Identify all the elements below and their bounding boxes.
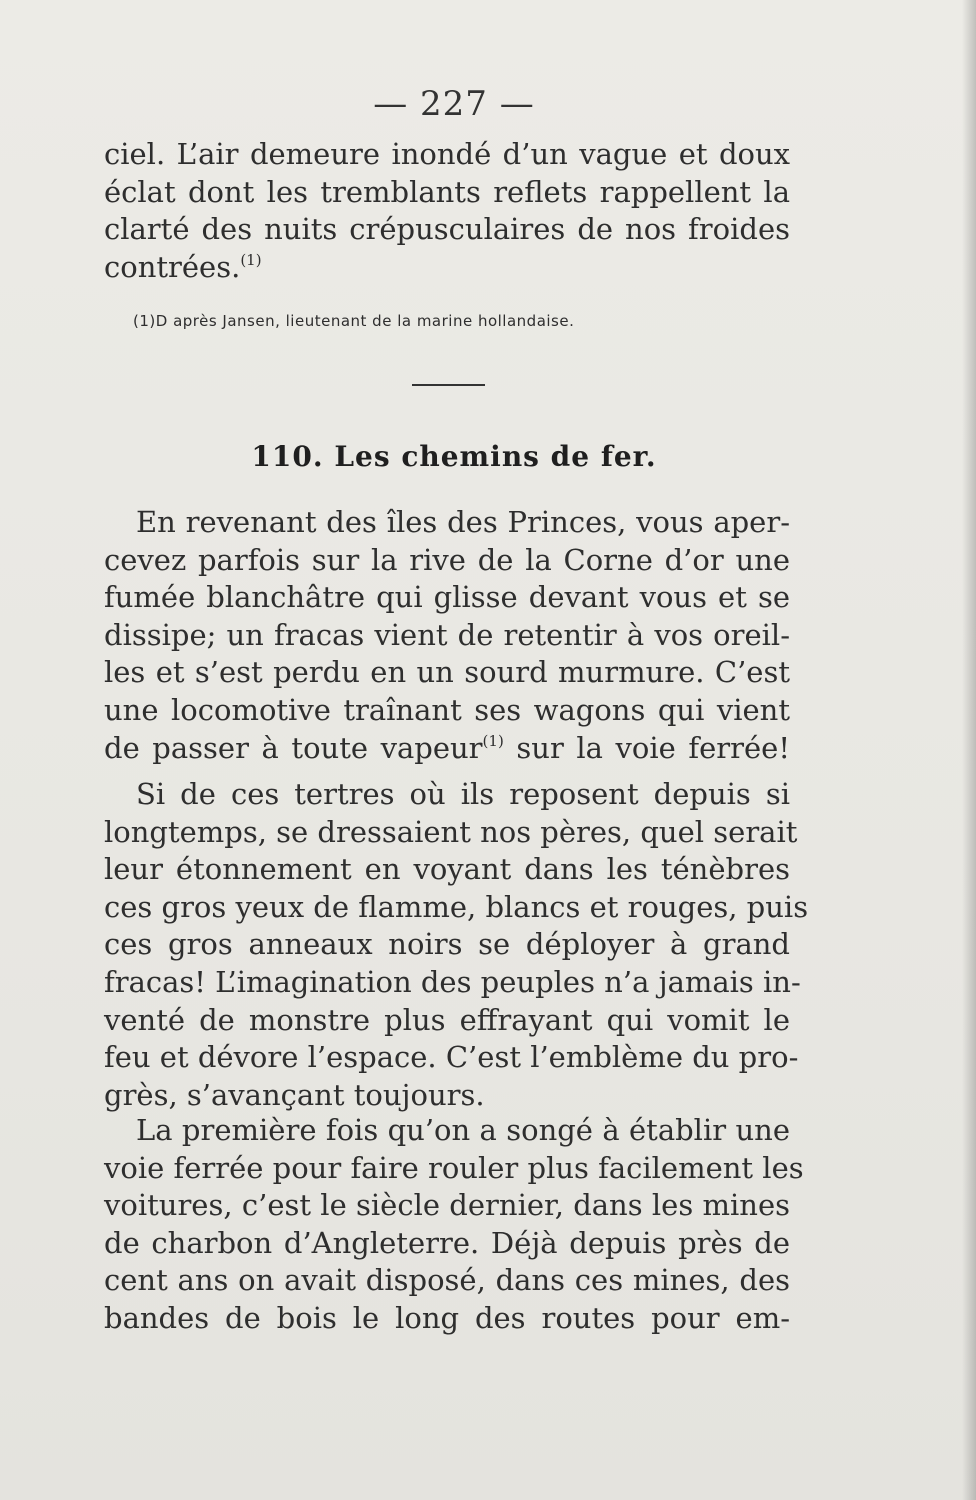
paragraph-continued xyxy=(104,136,790,286)
footnote-marker: (1) xyxy=(482,731,504,750)
text-line: éclat dont les tremblants reflets rappellent la xyxy=(104,174,790,209)
text-line: En revenant des îles des Princes, vous aper- xyxy=(136,505,790,539)
paragraph xyxy=(104,504,790,767)
text-line: de charbon d’Angleterre. Déjà depuis près de xyxy=(104,1225,790,1260)
text-line: cent ans on avait disposé, dans ces mines, des xyxy=(104,1263,790,1298)
paragraph xyxy=(104,776,809,1114)
paragraph xyxy=(104,1112,804,1338)
page-edge-shadow xyxy=(962,0,976,1500)
text-line: venté de monstre plus effrayant qui vomit le xyxy=(104,1002,790,1037)
text-line: bandes de bois le long des routes pour em- xyxy=(104,1300,790,1335)
text-line: feu et dévore l’espace. C’est l’emblème du pro- xyxy=(104,1040,799,1075)
text-line: fracas! L’imagination des peuples n’a jamais in- xyxy=(104,964,801,999)
section-heading: 110. Les chemins de fer. xyxy=(251,440,657,473)
text-line xyxy=(104,730,790,768)
text-line: ces gros anneaux noirs se déployer à grand xyxy=(104,927,790,962)
text-line: voie ferrée pour faire rouler plus facilement les xyxy=(104,1150,804,1185)
text-line: La première fois qu’on a songé à établir une xyxy=(136,1113,790,1147)
text-line: leur étonnement en voyant dans les ténèbres xyxy=(104,852,790,887)
text-line xyxy=(104,249,790,287)
text-line: ces gros yeux de flamme, blancs et rouges, puis xyxy=(104,889,809,924)
page-number: — 227 — xyxy=(373,84,535,124)
text-line: voitures, c’est le siècle dernier, dans les mines xyxy=(104,1188,790,1223)
text-line: dissipe; un fracas vient de retentir à vos oreil- xyxy=(104,617,790,652)
text-fragment: contrées. xyxy=(104,249,241,284)
text-line: longtemps, se dressaient nos pères, quel serait xyxy=(104,814,798,849)
text-line: clarté des nuits crépusculaires de nos froides xyxy=(104,212,790,247)
footnote-marker: (1) xyxy=(240,250,262,269)
section-divider xyxy=(412,384,485,386)
text-line: grès, s’avançant toujours. xyxy=(104,1077,485,1112)
text-fragment: de passer à toute vapeur xyxy=(104,730,483,765)
text-fragment: sur la voie ferrée! xyxy=(503,730,790,765)
text-line: les et s’est perdu en un sourd murmure. C’est xyxy=(104,655,790,690)
text-line: une locomotive traînant ses wagons qui vient xyxy=(104,692,790,727)
footnote: (1)D après Jansen, lieutenant de la marine hollandaise. xyxy=(133,312,575,330)
text-line: cevez parfois sur la rive de la Corne d’or une xyxy=(104,542,790,577)
text-line: Si de ces tertres où ils reposent depuis si xyxy=(136,777,790,811)
text-line: ciel. L’air demeure inondé d’un vague et doux xyxy=(104,137,790,171)
text-line: fumée blanchâtre qui glisse devant vous et se xyxy=(104,580,790,615)
